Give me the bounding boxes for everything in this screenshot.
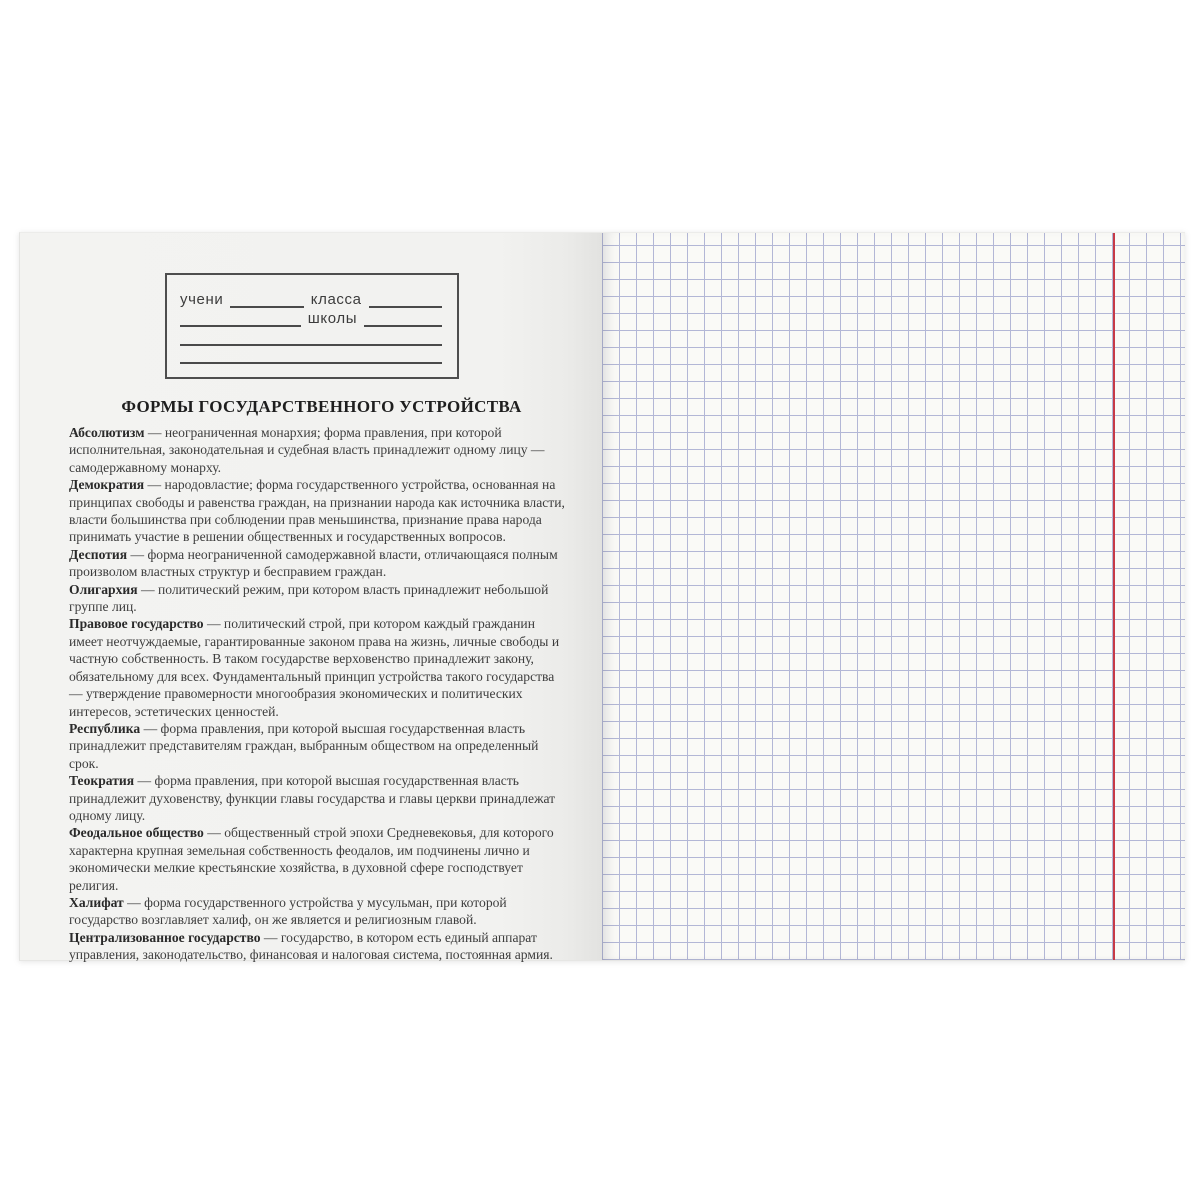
class-label: класса (310, 291, 362, 308)
blank-fill-line-2 (180, 349, 442, 364)
squared-paper-page (602, 232, 1185, 961)
glossary-definition: — политический режим, при котором власть принадлежит небольшой группе лиц. (69, 581, 549, 615)
page-title: ФОРМЫ ГОСУДАРСТВЕННОГО УСТРОЙСТВА (121, 397, 522, 416)
owner-info-form (165, 273, 459, 379)
glossary (69, 424, 571, 964)
glossary-term: Деспотия (69, 546, 128, 562)
form-row-school (180, 311, 442, 327)
glossary-entry (69, 581, 571, 616)
blank-fill-line-1 (180, 331, 442, 346)
school-fill-line (364, 312, 442, 327)
class-fill-line (369, 293, 442, 308)
glossary-definition: — политический строй, при котором каждый гражданин имеет неотчуждаемые, гарантированные законом права на жизнь, личные свободы и частную собственность. В таком государстве верховенство принадлежит закону, обязательному для всех. Фундаментальный принцип устройства такого государства — утверждение правомерности многообразия экономических и политических интересов, эстетических ценностей. (69, 616, 560, 719)
glossary-entry (69, 894, 571, 929)
glossary-entry (69, 824, 571, 894)
name-fill-line (180, 312, 301, 327)
glossary-term: Олигархия (69, 581, 138, 597)
glossary-term: Централизованное государство (69, 929, 261, 945)
glossary-definition: — неограниченная монархия; форма правления, при которой исполнительная, законодательная и судебная власть принадлежит одному лицу — самодержавному монарху. (69, 425, 545, 475)
glossary-definition: — форма правления, при которой высшая государственная власть принадлежит представителям граждан, выбранным обществом на определенный срок. (69, 720, 539, 771)
red-margin-line (1113, 233, 1115, 960)
glossary-entry (69, 720, 571, 772)
glossary-entry (69, 546, 571, 581)
form-row-blank-2 (180, 349, 442, 364)
glossary-entry (69, 929, 571, 964)
glossary-term: Феодальное общество (69, 825, 204, 841)
glossary-definition: — государство, в котором есть единый аппарат управления, законодательство, финансовая и налоговая система, постоянная армия. (69, 929, 553, 963)
glossary-definition: — форма государственного устройства у мусульман, при которой государство возглавляет халиф, он же является и религиозным главой. (69, 894, 507, 928)
glossary-term: Республика (69, 720, 141, 736)
glossary-definition: — общественный строй эпохи Средневековья, для которого характерна крупная земельная собственность феодалов, им подчинены лично и экономически мелкие крестьянские хозяйства, в духовной сфере господствует религия. (69, 825, 554, 893)
student-fill-line (230, 293, 303, 308)
glossary-definition: — народовластие; форма государственного устройства, основанная на принципах свободы и равенства граждан, на признании народа как источника власти, власти большинства при соблюдении прав меньшинства, признание права народа принимать участие в решении общественных и государственных вопросов. (69, 477, 565, 545)
glossary-term: Абсолютизм (69, 425, 145, 440)
glossary-entry (69, 476, 571, 546)
glossary-entry (69, 772, 571, 824)
form-row-student-class (180, 292, 442, 308)
glossary-entry (69, 615, 571, 719)
glossary-term: Правовое государство (69, 616, 204, 632)
student-label: учени (180, 291, 224, 308)
glossary-term: Демократия (69, 477, 145, 493)
glossary-term: Халифат (69, 894, 124, 910)
glossary-definition: — форма неограниченной самодержавной власти, отличающаяся полным произволом властных структур и бесправием граждан. (69, 546, 558, 580)
glossary-entry (69, 424, 571, 476)
form-row-blank-1 (180, 331, 442, 346)
inner-cover-page (19, 232, 602, 961)
glossary-term: Теократия (69, 773, 135, 789)
school-label: школы (307, 310, 358, 328)
glossary-definition: — форма правления, при которой высшая государственная власть принадлежит духовенству, функции главы государства и главы церкви принадлежат одному лицу. (69, 773, 556, 823)
notebook-spread (19, 232, 1185, 961)
